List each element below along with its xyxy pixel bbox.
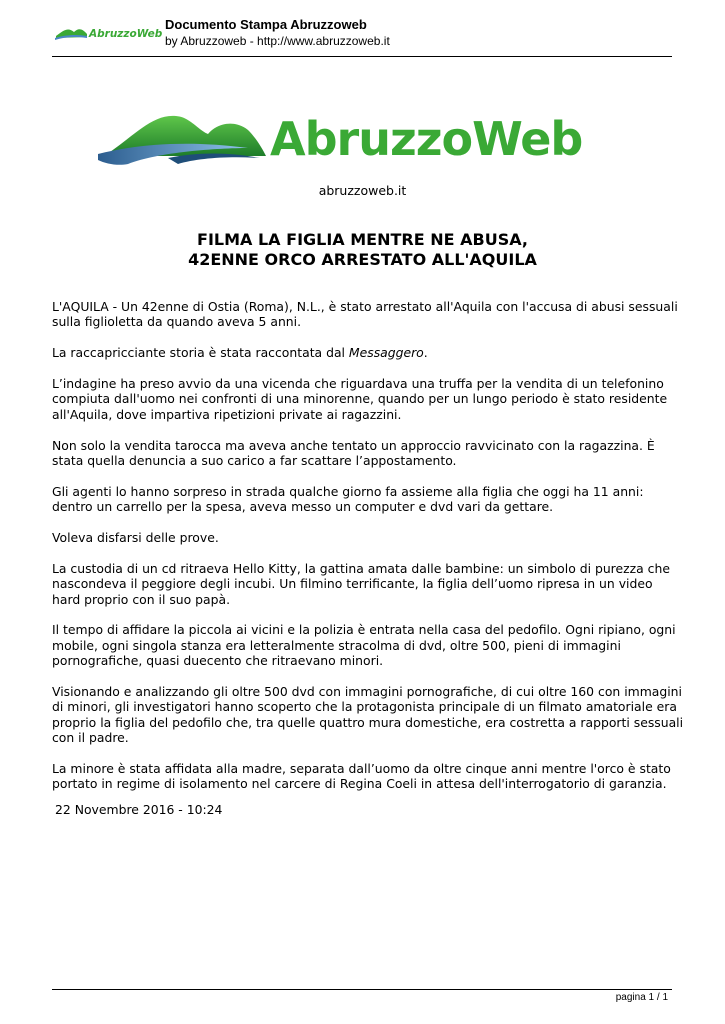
paragraph: L’indagine ha preso avvio da una vicenda che riguardava una truffa per la vendita di un telefonino compiuta dall'uomo nei confronti di una minorenne, quando per un lungo periodo è stato residente all'Aquila, dove impartiva ripetizioni private ai ragazzini. <box>52 376 668 422</box>
paragraph: Il tempo di affidare la piccola ai vicini e la polizia è entrata nella casa del pedofilo. Ogni ripiano, ogni mobile, ogni singola stanza era letteralmente stracolma di dvd, oltre 500, pieni di immagini pornografiche, quasi duecento che ritraevano minori. <box>52 622 676 669</box>
svg-text:AbruzzoWeb <box>88 28 163 40</box>
paragraph: L'AQUILA - Un 42enne di Ostia (Roma), N.L., è stato arrestato all'Aquila con l'accusa di abusi sessuali sulla figlioletta da quando aveva 5 anni. <box>52 299 678 330</box>
title-line: FILMA LA FIGLIA MENTRE NE ABUSA, <box>197 230 528 249</box>
small-logo-text: AbruzzoWeb <box>89 28 163 40</box>
svg-text:AbruzzoWeb <box>270 112 582 166</box>
page-footer <box>52 989 672 1003</box>
paragraph: Non solo la vendita tarocca ma aveva anche tentato un approccio ravvicinato con la ragazzina. È stata quella denuncia a suo carico a far scattare l’appostamento. <box>52 437 655 469</box>
document-byline: by Abruzzoweb - http://www.abruzzoweb.it <box>165 34 390 48</box>
paragraph: La minore è stata affidata alla madre, separata dall’uomo da oltre cinque anni mentre l'orco è stato portato in regime di isolamento nel carcere di Regina Coeli in attesa dell'interrogatorio di garanzia. <box>52 761 671 792</box>
paragraph: Visionando e analizzando gli oltre 500 dvd con immagini pornografiche, di cui oltre 160 con immagini di minori, gli investigatori hanno scoperto che la protagonista principale di un filmato amatoriale era proprio la figlia del pedofilo che, tra quelle quattro mura domestiche, era costretta a rapporti sessuali con il padre. <box>52 684 684 746</box>
article-title <box>40 230 685 270</box>
paragraph: Gli agenti lo hanno sorpreso in strada qualche giorno fa assieme alla figlia che oggi ha 11 anni: dentro un carrello per la spesa, aveva messo un computer e dvd vari da gettare. <box>52 483 644 515</box>
page-number: pagina 1 / 1 <box>615 992 668 1003</box>
article-body <box>52 299 682 807</box>
publish-date: 22 Novembre 2016 - 10:24 <box>55 802 223 817</box>
paragraph: La custodia di un cd ritraeva Hello Kitty, la gattina amata dalle bambine: un simbolo di purezza che nascondeva il peggiore degli incubi. Un filmino terrificante, la figlia dell’uomo ripresa in un video hard proprio con il suo papà. <box>52 560 670 607</box>
abruzzoweb-logo <box>98 108 604 170</box>
header-text <box>165 17 390 49</box>
page-header <box>52 14 672 57</box>
site-name: abruzzoweb.it <box>318 183 407 198</box>
document-title: Documento Stampa Abruzzoweb <box>165 17 367 32</box>
newspaper-name: Messaggero <box>348 345 424 361</box>
paragraph: Voleva disfarsi delle prove. <box>52 530 219 546</box>
logo-text: AbruzzoWeb <box>270 112 583 166</box>
abruzzoweb-small-logo <box>54 24 163 42</box>
paragraph: La raccapricciante storia è stata raccontata dal Messaggero. <box>52 345 428 361</box>
title-line: 42ENNE ORCO ARRESTATO ALL'AQUILA <box>188 250 537 269</box>
